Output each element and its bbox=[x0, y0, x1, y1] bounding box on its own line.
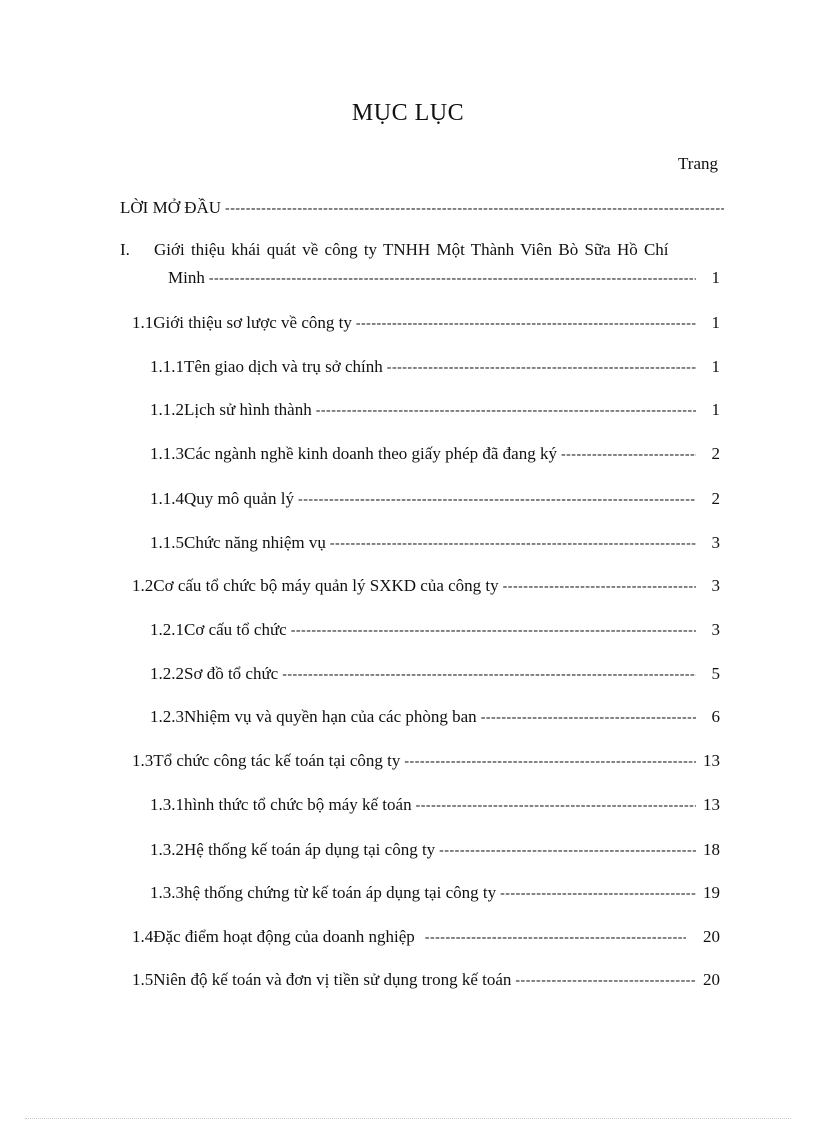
dot-leader bbox=[209, 271, 696, 287]
dot-leader bbox=[316, 403, 696, 419]
toc-entry-number: 1.1 bbox=[132, 313, 154, 332]
toc-entry-1-2-2[interactable] bbox=[150, 664, 720, 688]
toc-entry-number: 1.3.1 bbox=[150, 795, 184, 814]
toc-entry-number: 1.4 bbox=[132, 927, 154, 946]
toc-entry-text: Nhiệm vụ và quyền hạn của các phòng ban bbox=[184, 707, 477, 726]
dot-leader bbox=[291, 623, 696, 639]
toc-entry-text: Các ngành nghề kinh doanh theo giấy phép đã đang ký bbox=[184, 444, 557, 463]
toc-entry-number: 1.5 bbox=[132, 970, 154, 989]
toc-entry-page: 3 bbox=[711, 576, 720, 595]
toc-entry-text-continued: Minh bbox=[168, 268, 205, 287]
dot-leader bbox=[439, 843, 696, 859]
toc-entry-1-5[interactable] bbox=[132, 970, 720, 994]
toc-entry-number: I. bbox=[120, 240, 130, 259]
toc-entry-text: Tên giao dịch và trụ sở chính bbox=[184, 357, 383, 376]
dot-leader bbox=[425, 930, 686, 946]
dot-leader bbox=[481, 710, 696, 726]
toc-entry-1-2[interactable] bbox=[132, 576, 720, 600]
toc-entry-number: 1.3 bbox=[132, 751, 154, 770]
toc-entry-1-1[interactable] bbox=[132, 313, 720, 337]
dot-leader bbox=[387, 360, 696, 376]
toc-entry-text: Niên độ kế toán và đơn vị tiền sử dụng trong kế toán bbox=[153, 970, 512, 989]
toc-entry-number: 1.1.3 bbox=[150, 444, 184, 463]
toc-entry-text: Giới thiệu khái quát về công ty TNHH Một Thành Viên Bò Sữa Hồ Chí bbox=[154, 240, 669, 259]
toc-entry-page: 1 bbox=[711, 313, 720, 332]
toc-entry-number: 1.2.2 bbox=[150, 664, 184, 683]
toc-entry-1-1-5[interactable] bbox=[150, 533, 720, 557]
toc-entry-number: 1.2 bbox=[132, 576, 154, 595]
toc-entry-page: 13 bbox=[703, 751, 720, 770]
toc-entry-number: 1.1.4 bbox=[150, 489, 184, 508]
toc-entry-1-1-3[interactable] bbox=[150, 444, 720, 468]
page-bottom-divider bbox=[25, 1118, 791, 1119]
dot-leader bbox=[416, 798, 696, 814]
dot-leader bbox=[282, 667, 696, 683]
toc-entry-text: LỜI MỞ ĐẦU bbox=[120, 198, 222, 217]
toc-entry-1-3[interactable] bbox=[132, 751, 720, 775]
toc-entry-text: Lịch sử hình thành bbox=[184, 400, 312, 419]
toc-entry-1-2-3[interactable] bbox=[150, 707, 720, 731]
toc-entry-text: Chức năng nhiệm vụ bbox=[184, 533, 326, 552]
toc-entry-page: 20 bbox=[703, 927, 720, 946]
toc-entry-1-3-3[interactable] bbox=[150, 883, 720, 907]
dot-leader bbox=[515, 973, 696, 989]
toc-entry-text: Cơ cấu tổ chức bbox=[184, 620, 287, 639]
dot-leader bbox=[330, 536, 696, 552]
toc-entry-text: Sơ đồ tổ chức bbox=[184, 664, 279, 683]
toc-entry-page: 18 bbox=[703, 840, 720, 859]
toc-entry-chapter-1-cont[interactable] bbox=[168, 268, 720, 292]
toc-entry-text: Cơ cấu tổ chức bộ máy quản lý SXKD của công ty bbox=[153, 576, 499, 595]
toc-entry-page: 6 bbox=[711, 707, 720, 726]
dot-leader bbox=[561, 447, 696, 463]
toc-entry-1-1-2[interactable] bbox=[150, 400, 720, 424]
dot-leader bbox=[225, 201, 724, 217]
page-title: MỤC LỤC bbox=[351, 100, 465, 126]
toc-entry-number: 1.2.1 bbox=[150, 620, 184, 639]
toc-entry-1-2-1[interactable] bbox=[150, 620, 720, 644]
toc-entry-text: Hệ thống kế toán áp dụng tại công ty bbox=[184, 840, 436, 859]
toc-entry-number: 1.1.2 bbox=[150, 400, 184, 419]
toc-entry-page: 20 bbox=[703, 970, 720, 989]
toc-entry-text: Giới thiệu sơ lược về công ty bbox=[153, 313, 352, 332]
toc-entry-chapter-1[interactable] bbox=[120, 240, 720, 264]
toc-entry-page: 2 bbox=[711, 444, 720, 463]
toc-entry-1-3-1[interactable] bbox=[150, 795, 720, 819]
toc-entry-number: 1.1.1 bbox=[150, 357, 184, 376]
dot-leader bbox=[404, 754, 696, 770]
page-column-header: Trang bbox=[678, 154, 718, 173]
dot-leader bbox=[503, 579, 696, 595]
toc-entry-page: 13 bbox=[703, 795, 720, 814]
dot-leader bbox=[500, 886, 696, 902]
toc-entry-text: hệ thống chứng từ kế toán áp dụng tại công ty bbox=[184, 883, 497, 902]
toc-entry-page: 19 bbox=[703, 883, 720, 902]
toc-entry-number: 1.3.2 bbox=[150, 840, 184, 859]
toc-entry-1-3-2[interactable] bbox=[150, 840, 720, 864]
toc-entry-number: 1.2.3 bbox=[150, 707, 184, 726]
toc-entry-page: 2 bbox=[711, 489, 720, 508]
toc-entry-text: Tổ chức công tác kế toán tại công ty bbox=[153, 751, 401, 770]
toc-entry-page: 5 bbox=[711, 664, 720, 683]
toc-entry-page: 1 bbox=[711, 357, 720, 376]
toc-entry-page: 3 bbox=[711, 533, 720, 552]
toc-entry-1-1-1[interactable] bbox=[150, 357, 720, 381]
toc-entry-page: 3 bbox=[711, 620, 720, 639]
toc-entry-number: 1.1.5 bbox=[150, 533, 184, 552]
toc-entry-text: Đặc điểm hoạt động của doanh nghiệp bbox=[153, 927, 415, 946]
toc-entry-1-1-4[interactable] bbox=[150, 489, 720, 513]
dot-leader bbox=[356, 316, 696, 332]
toc-entry-text: hình thức tổ chức bộ máy kế toán bbox=[184, 795, 412, 814]
toc-entry-intro[interactable] bbox=[120, 198, 724, 222]
toc-entry-page: 1 bbox=[711, 268, 720, 287]
toc-entry-page: 1 bbox=[711, 400, 720, 419]
toc-entry-text: Quy mô quản lý bbox=[184, 489, 295, 508]
dot-leader bbox=[298, 492, 696, 508]
toc-entry-1-4[interactable] bbox=[132, 927, 720, 951]
toc-entry-number: 1.3.3 bbox=[150, 883, 184, 902]
